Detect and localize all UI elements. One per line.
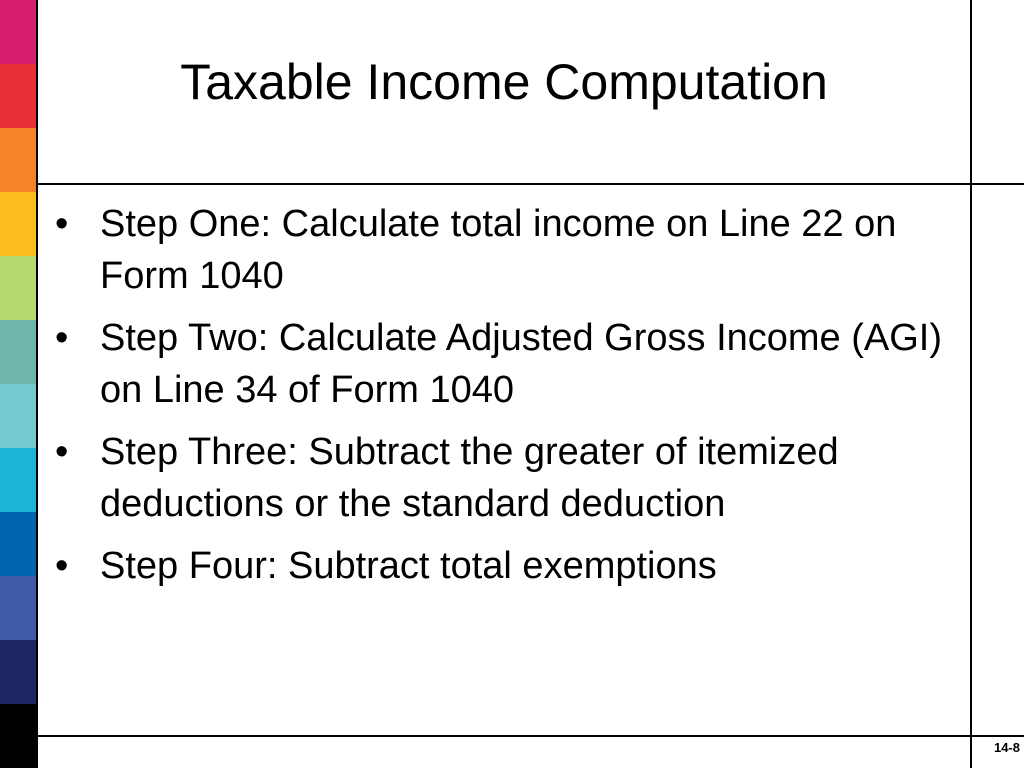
bullet-marker: • [55, 545, 69, 587]
bullet-marker: • [55, 203, 69, 245]
color-swatch [0, 256, 36, 320]
bullet-item [55, 198, 955, 302]
color-swatch [0, 384, 36, 448]
bullet-item [55, 312, 955, 416]
bullet-text: Step Three: Subtract the greater of itemized deductions or the standard deduction [100, 431, 839, 525]
page-number: 14-8 [993, 740, 1020, 755]
color-swatch [0, 640, 36, 704]
color-swatch [0, 0, 36, 64]
bullet-text: Step One: Calculate total income on Line 22 on Form 1040 [100, 203, 897, 297]
strip-divider [36, 0, 38, 768]
color-swatch [0, 448, 36, 512]
vertical-divider [970, 0, 972, 768]
color-swatch [0, 704, 36, 768]
color-strip [0, 0, 36, 768]
color-swatch [0, 128, 36, 192]
bullet-marker: • [55, 431, 69, 473]
title-divider [38, 183, 1024, 185]
bullet-marker: • [55, 317, 69, 359]
bullet-item [55, 426, 955, 530]
color-swatch [0, 512, 36, 576]
bullet-item [55, 540, 955, 592]
slide-title: Taxable Income Computation [180, 54, 828, 110]
color-swatch [0, 64, 36, 128]
color-swatch [0, 320, 36, 384]
color-swatch [0, 192, 36, 256]
bullet-list [55, 198, 955, 602]
bullet-text: Step Two: Calculate Adjusted Gross Income (AGI) on Line 34 of Form 1040 [100, 317, 943, 411]
color-swatch [0, 576, 36, 640]
footer-divider [38, 735, 1024, 737]
bullet-text: Step Four: Subtract total exemptions [100, 545, 717, 587]
